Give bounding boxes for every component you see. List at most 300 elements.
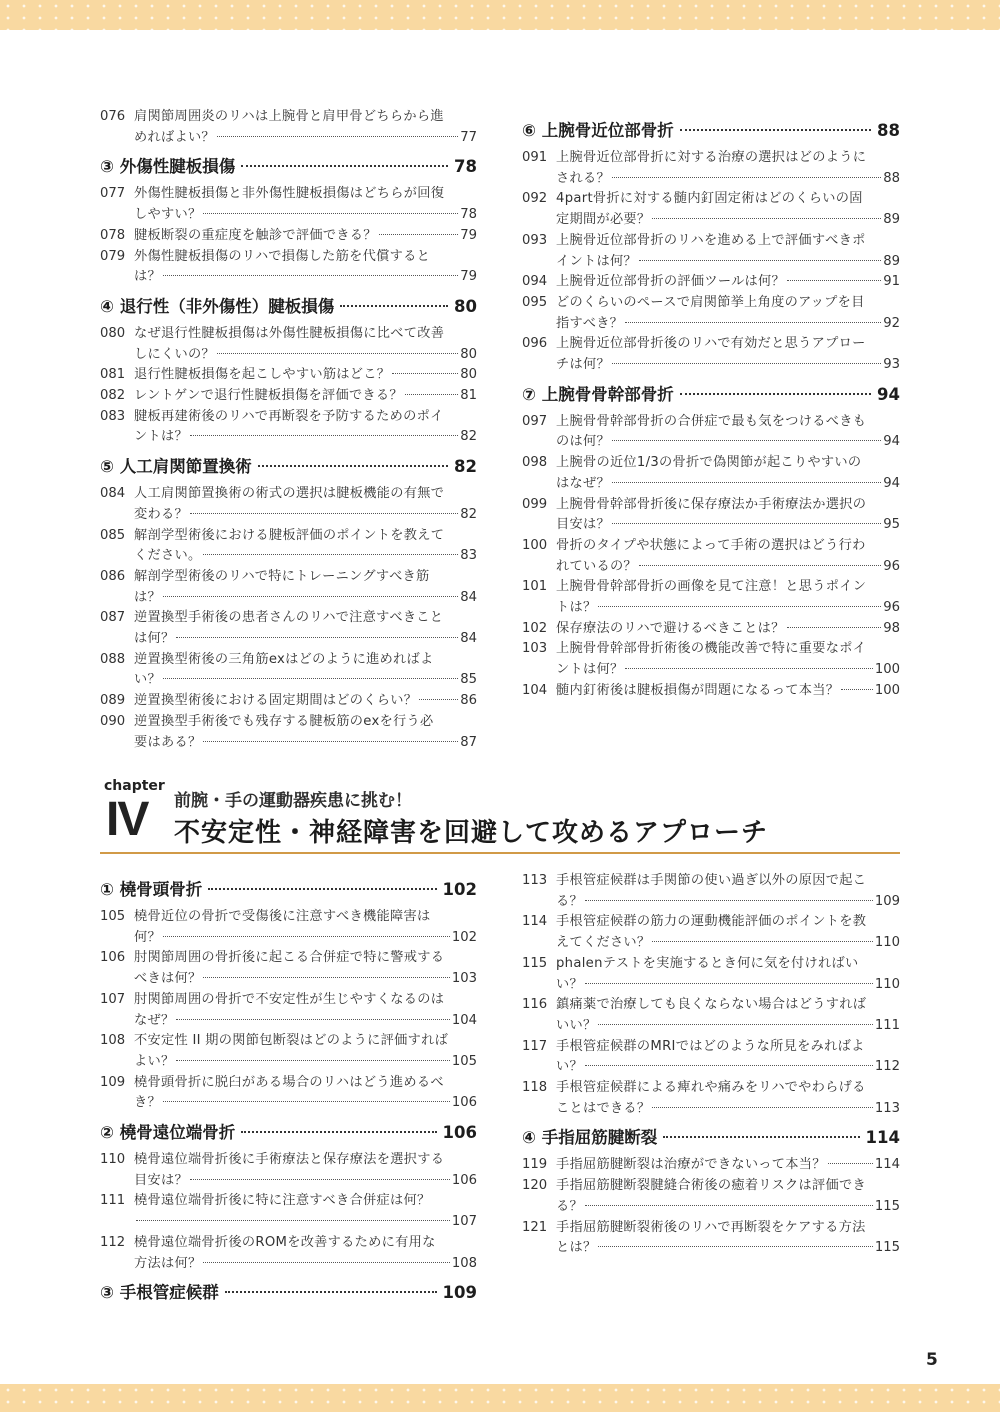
entry-page-number: 96 xyxy=(883,600,900,616)
entry-last-line xyxy=(134,670,477,691)
entry-last-line xyxy=(134,969,477,990)
dot-leader xyxy=(612,440,881,441)
entry-text xyxy=(556,954,900,995)
entry-last-line xyxy=(134,1011,477,1032)
dot-leader xyxy=(203,977,449,978)
dot-leader xyxy=(585,1205,873,1206)
dot-leader xyxy=(203,554,458,555)
entry-text xyxy=(134,226,477,247)
dot-leader xyxy=(680,129,871,131)
toc-entry xyxy=(522,536,900,577)
toc-entry xyxy=(522,619,900,640)
dot-leader xyxy=(585,983,873,984)
entry-number: 116 xyxy=(522,997,548,1013)
entry-page-number: 94 xyxy=(883,475,900,491)
entry-last-line xyxy=(134,505,477,526)
entry-text xyxy=(556,412,900,453)
entry-text-line: しやすい？ xyxy=(134,207,202,223)
toc-entry xyxy=(100,650,477,691)
section-page-number: 102 xyxy=(442,880,477,899)
entry-number: 106 xyxy=(100,950,126,966)
entry-number: 112 xyxy=(100,1234,126,1250)
entry-page-number: 79 xyxy=(460,227,477,243)
entry-last-line xyxy=(556,474,900,495)
entry-text-line: しにくいの？ xyxy=(134,346,215,362)
dot-leader xyxy=(241,165,448,167)
entry-page-number: 114 xyxy=(874,1157,900,1173)
entry-text xyxy=(556,1218,900,1259)
toc-section-heading xyxy=(100,1118,477,1148)
entry-text xyxy=(134,1150,477,1191)
toc-entry xyxy=(522,334,900,375)
dot-leader xyxy=(136,1220,450,1221)
entry-last-line xyxy=(556,169,900,190)
entry-page-number: 85 xyxy=(460,672,477,688)
entry-number: 092 xyxy=(522,191,548,207)
section-page-number: 109 xyxy=(442,1283,477,1303)
entry-last-line xyxy=(134,205,477,226)
entry-last-line xyxy=(556,660,900,681)
entry-text xyxy=(134,650,477,691)
toc-entry xyxy=(522,639,900,680)
toc-section-heading xyxy=(100,292,477,322)
dot-leader xyxy=(190,435,458,436)
entry-number: 107 xyxy=(100,991,126,1007)
entry-text-line: 手指屈筋腱断裂術後のリハで再断裂をケアする方法 xyxy=(556,1219,866,1235)
section-title: ⑤ 人工肩関節置換術 xyxy=(100,457,252,477)
entry-number: 087 xyxy=(100,610,126,626)
entry-page-number: 108 xyxy=(451,1255,477,1271)
toc-section-heading xyxy=(522,116,900,146)
entry-page-number: 92 xyxy=(883,315,900,331)
entry-number: 081 xyxy=(100,367,126,383)
entry-text-line: のは何？ xyxy=(556,434,610,450)
entry-last-line xyxy=(556,892,900,913)
entry-number: 097 xyxy=(522,413,548,429)
bottom-decorative-band xyxy=(0,1384,1000,1412)
entry-number: 120 xyxy=(522,1178,548,1194)
entry-number: 085 xyxy=(100,527,126,543)
toc-entry xyxy=(522,871,900,912)
entry-number: 082 xyxy=(100,388,126,404)
entry-last-line xyxy=(556,314,900,335)
entry-text-line: 保存療法のリハで避けるべきことは？ xyxy=(556,620,785,636)
entry-page-number: 83 xyxy=(460,548,477,564)
entry-last-line xyxy=(556,210,900,231)
toc-entry xyxy=(100,1150,477,1191)
entry-number: 098 xyxy=(522,455,548,471)
entry-text-line: い？ xyxy=(134,672,161,688)
entry-last-line xyxy=(134,588,477,609)
entry-text-line: 上腕骨近位部骨折後のリハで有効だと思うアプロー xyxy=(556,336,866,352)
entry-page-number: 81 xyxy=(460,388,477,404)
entry-last-line xyxy=(134,1171,477,1192)
entry-page-number: 100 xyxy=(874,682,900,698)
toc-entry xyxy=(100,484,477,525)
entry-page-number: 110 xyxy=(874,976,900,992)
entry-page-number: 80 xyxy=(460,346,477,362)
toc-entry xyxy=(522,1037,900,1078)
entry-text xyxy=(556,293,900,334)
entry-last-line xyxy=(134,128,477,149)
dot-leader xyxy=(405,394,458,395)
dot-leader xyxy=(652,218,881,219)
entry-text-line: る？ xyxy=(556,1198,583,1214)
entry-text-line: 肘関節周囲の骨折後に起こる合併症で特に警戒する xyxy=(134,950,445,966)
section-title: ⑦ 上腕骨骨幹部骨折 xyxy=(522,384,674,404)
entry-number: 101 xyxy=(522,579,548,595)
entry-text xyxy=(556,231,900,272)
entry-text xyxy=(556,334,900,375)
entry-text-line: 方法は何？ xyxy=(134,1255,202,1271)
entry-text xyxy=(556,1078,900,1119)
entry-text-line: ことはできる？ xyxy=(556,1100,651,1116)
toc-entry xyxy=(100,184,477,225)
entry-page-number: 79 xyxy=(460,269,477,285)
entry-text-line: 目安は？ xyxy=(556,517,610,533)
entry-text-line: はなぜ？ xyxy=(556,475,610,491)
entry-page-number: 89 xyxy=(883,212,900,228)
entry-text-line: 人工肩関節置換術の術式の選択は腱板機能の有無で xyxy=(134,486,445,502)
toc-entry xyxy=(100,386,477,407)
entry-last-line xyxy=(556,1197,900,1218)
section-page-number: 80 xyxy=(454,296,477,316)
entry-text xyxy=(134,1191,477,1232)
entry-text-line: 何？ xyxy=(134,929,161,945)
entry-text xyxy=(134,324,477,365)
section-title: ④ 退行性（非外傷性）腱板損傷 xyxy=(100,296,335,316)
section-title: ③ 手根管症候群 xyxy=(100,1283,219,1303)
toc-section-heading xyxy=(522,1123,900,1153)
toc-entry xyxy=(100,1233,477,1274)
toc-entry xyxy=(100,907,477,948)
entry-text-line: 肩関節周囲炎のリハは上腕骨と肩甲骨どちらから進 xyxy=(134,109,444,124)
dot-leader xyxy=(598,606,881,607)
section-title: ④ 手指屈筋腱断裂 xyxy=(522,1128,658,1148)
entry-number: 102 xyxy=(522,620,548,636)
entry-number: 089 xyxy=(100,693,126,709)
dot-leader xyxy=(190,1179,450,1180)
entry-text-line: 上腕骨骨幹部骨折後に保存療法か手術療法か選択の xyxy=(556,496,867,512)
entry-number: 111 xyxy=(100,1193,126,1209)
toc-section-heading xyxy=(100,452,477,482)
entry-last-line xyxy=(134,226,477,247)
entry-last-line xyxy=(556,1016,900,1037)
toc-entry xyxy=(522,189,900,230)
entry-number: 114 xyxy=(522,914,548,930)
dot-leader xyxy=(203,213,458,214)
entry-last-line xyxy=(556,432,900,453)
entry-page-number: 115 xyxy=(874,1240,900,1256)
dot-leader xyxy=(787,280,881,281)
toc-entry xyxy=(522,1155,900,1176)
entry-text-line: 手指屈筋腱断裂は治療ができないって本当？ xyxy=(556,1157,826,1173)
entry-number: 083 xyxy=(100,408,126,424)
entry-text-line: えてください？ xyxy=(556,935,651,951)
entry-last-line xyxy=(134,928,477,949)
dot-leader xyxy=(625,668,872,669)
entry-text xyxy=(134,1031,477,1072)
entry-text-line: 腱板断裂の重症度を触診で評価できる？ xyxy=(134,227,377,243)
toc-column-top-right xyxy=(522,112,900,702)
dot-leader xyxy=(340,305,448,307)
section-page-number: 82 xyxy=(454,457,477,477)
toc-entry xyxy=(522,912,900,953)
dot-leader xyxy=(225,1291,437,1293)
entry-text xyxy=(134,567,477,608)
entry-text-line: 退行性腱板損傷を起こしやすい筋はどこ？ xyxy=(134,367,391,383)
entry-last-line xyxy=(134,365,477,386)
entry-last-line xyxy=(556,1057,900,1078)
dot-leader xyxy=(392,373,458,374)
dot-leader xyxy=(163,596,458,597)
toc-entry xyxy=(522,954,900,995)
entry-text-line: 手根管症候群による痺れや痛みをリハでやわらげる xyxy=(556,1080,866,1096)
toc-entry xyxy=(522,272,900,293)
dot-leader xyxy=(612,523,881,524)
chapter-number: IV xyxy=(106,793,148,846)
entry-page-number: 112 xyxy=(874,1059,900,1075)
toc-entry xyxy=(100,1073,477,1114)
entry-text-line: 逆置換型術後の三角筋exはどのように進めればよ xyxy=(134,651,434,667)
entry-number: 121 xyxy=(522,1219,548,1235)
entry-number: 088 xyxy=(100,651,126,667)
section-page-number: 78 xyxy=(454,157,477,177)
entry-page-number: 84 xyxy=(460,589,477,605)
dot-leader xyxy=(176,637,458,638)
entry-number: 094 xyxy=(522,274,548,290)
toc-entry xyxy=(100,948,477,989)
entry-text-line: レントゲンで退行性腱板損傷を評価できる？ xyxy=(134,388,403,404)
entry-text xyxy=(556,681,900,702)
entry-text-line: トは？ xyxy=(556,600,597,616)
entry-page-number: 111 xyxy=(874,1017,900,1033)
entry-text-line: 解剖学型術後のリハで特にトレーニングすべき筋 xyxy=(134,568,430,584)
entry-text-line: ください。 xyxy=(134,548,202,564)
toc-entry xyxy=(100,226,477,247)
entry-page-number: 106 xyxy=(451,1095,477,1111)
toc-entry xyxy=(522,412,900,453)
entry-text-line: は？ xyxy=(134,589,161,605)
dot-leader xyxy=(585,900,873,901)
entry-text-line: 上腕骨近位部骨折の評価ツールは何？ xyxy=(556,274,786,290)
top-decorative-band xyxy=(0,0,1000,30)
entry-text xyxy=(556,639,900,680)
dot-leader xyxy=(176,1060,449,1061)
toc-entry xyxy=(522,577,900,618)
entry-text-line: る？ xyxy=(556,893,583,909)
entry-number: 076 xyxy=(100,109,126,124)
entry-text xyxy=(556,871,900,912)
entry-text-line: 手指屈筋腱断裂腱縫合術後の癒着リスクは評価でき xyxy=(556,1178,866,1194)
entry-page-number: 103 xyxy=(451,971,477,987)
toc-entry xyxy=(522,148,900,189)
entry-text xyxy=(134,484,477,525)
entry-text-line: 上腕骨骨幹部骨折の画像を見て注意！と思うポイン xyxy=(556,579,867,595)
entry-number: 118 xyxy=(522,1080,548,1096)
dot-leader xyxy=(419,699,458,700)
dot-leader xyxy=(625,322,881,323)
entry-number: 109 xyxy=(100,1074,126,1090)
toc-entry xyxy=(100,365,477,386)
entry-text xyxy=(556,577,900,618)
entry-last-line xyxy=(134,1093,477,1114)
entry-page-number: 84 xyxy=(460,631,477,647)
entry-last-line xyxy=(134,733,477,754)
dot-leader xyxy=(585,1065,873,1066)
entry-text xyxy=(134,107,477,148)
entry-text-line: めればよい？ xyxy=(134,129,215,145)
toc-entry xyxy=(522,681,900,702)
entry-text xyxy=(134,1233,477,1274)
entry-text xyxy=(134,247,477,288)
toc-entry xyxy=(100,608,477,649)
toc-entry xyxy=(100,247,477,288)
dot-leader xyxy=(828,1163,873,1164)
toc-entry xyxy=(522,495,900,536)
entry-page-number: 106 xyxy=(451,1172,477,1188)
entry-number: 105 xyxy=(100,909,126,924)
entry-text-line: き？ xyxy=(134,1095,161,1111)
entry-text xyxy=(556,536,900,577)
chapter-rule xyxy=(100,852,900,854)
dot-leader xyxy=(379,234,458,235)
dot-leader xyxy=(652,1107,872,1108)
toc-column-bottom-right xyxy=(522,871,900,1259)
entry-number: 110 xyxy=(100,1152,126,1168)
dot-leader xyxy=(598,1024,872,1025)
entry-number: 091 xyxy=(522,150,548,165)
entry-last-line xyxy=(134,546,477,567)
entry-text-line: 手根管症候群の筋力の運動機能評価のポイントを教 xyxy=(556,914,867,930)
entry-text-line: べきは何？ xyxy=(134,971,202,987)
entry-last-line xyxy=(556,681,900,702)
entry-text-line: い？ xyxy=(556,976,583,992)
entry-text-line: 不安定性 II 期の関節包断裂はどのように評価すれば xyxy=(134,1033,449,1049)
toc-entry xyxy=(522,1218,900,1259)
dot-leader xyxy=(639,565,881,566)
entry-page-number: 77 xyxy=(460,129,477,145)
entry-text-line: 上腕骨近位部骨折のリハを進める上で評価すべきポ xyxy=(556,232,866,248)
entry-text xyxy=(556,272,900,293)
entry-number: 090 xyxy=(100,713,126,729)
section-page-number: 94 xyxy=(877,384,900,404)
entry-text xyxy=(556,1037,900,1078)
entry-text-line: なぜ？ xyxy=(134,1012,175,1028)
entry-last-line xyxy=(556,355,900,376)
chapter-header xyxy=(100,776,900,856)
entry-text-line: 上腕骨近位部骨折に対する治療の選択はどのように xyxy=(556,150,867,165)
entry-number: 086 xyxy=(100,568,126,584)
entry-text xyxy=(134,365,477,386)
entry-page-number: 87 xyxy=(460,734,477,750)
dot-leader xyxy=(208,888,436,890)
section-title: ③ 外傷性腱板損傷 xyxy=(100,157,236,177)
entry-number: 080 xyxy=(100,325,126,341)
entry-text xyxy=(134,1073,477,1114)
entry-text-line: 目安は？ xyxy=(134,1172,188,1188)
entry-text-line: 4part骨折に対する髄内釘固定術はどのくらいの固 xyxy=(556,191,863,207)
entry-number: 113 xyxy=(522,873,548,888)
toc-column-top-left xyxy=(100,107,477,753)
entry-text-line: いい？ xyxy=(556,1017,597,1033)
toc-entry xyxy=(100,990,477,1031)
entry-text xyxy=(556,912,900,953)
entry-text-line: 上腕骨骨幹部骨折の合併症で最も気をつけるべきも xyxy=(556,413,867,429)
entry-last-line xyxy=(134,691,477,712)
toc-entry xyxy=(522,293,900,334)
dot-leader xyxy=(203,741,458,742)
entry-text xyxy=(134,948,477,989)
entry-page-number: 107 xyxy=(451,1214,477,1230)
entry-text xyxy=(134,608,477,649)
entry-page-number: 105 xyxy=(451,1053,477,1069)
entry-number: 117 xyxy=(522,1038,548,1054)
toc-section-heading xyxy=(100,875,477,905)
dot-leader xyxy=(176,1019,449,1020)
chapter-title: 不安定性・神経障害を回避して攻めるアプローチ xyxy=(174,818,769,848)
entry-text-line: 上腕骨の近位1/3の骨折で偽関節が起こりやすいの xyxy=(556,455,862,471)
entry-number: 100 xyxy=(522,537,548,553)
entry-page-number: 88 xyxy=(883,170,900,186)
toc-entry xyxy=(522,1176,900,1217)
entry-text-line: 橈骨遠位端骨折後に手術療法と保存療法を選択する xyxy=(134,1152,445,1168)
toc-entry xyxy=(100,107,477,148)
entry-number: 108 xyxy=(100,1033,126,1049)
entry-number: 093 xyxy=(522,232,548,248)
entry-number: 077 xyxy=(100,186,126,202)
entry-text-line: は？ xyxy=(134,269,161,285)
toc-entry xyxy=(100,407,477,448)
toc-section-heading xyxy=(522,380,900,410)
entry-last-line xyxy=(134,386,477,407)
dot-leader xyxy=(680,393,871,395)
chapter-subtitle: 前腕・手の運動器疾患に挑む！ xyxy=(174,791,412,811)
entry-text-line: 髄内釘術後は腱板損傷が問題になるって本当？ xyxy=(556,682,840,698)
dot-leader xyxy=(639,260,881,261)
entry-last-line xyxy=(556,619,900,640)
entry-number: 079 xyxy=(100,248,126,264)
toc-entry xyxy=(100,324,477,365)
entry-last-line xyxy=(556,598,900,619)
toc-entry xyxy=(100,1191,477,1232)
entry-text-line: なぜ退行性腱板損傷は外傷性腱板損傷に比べて改善 xyxy=(134,325,445,341)
entry-text xyxy=(556,995,900,1036)
entry-last-line xyxy=(556,1099,900,1120)
section-title: ⑥ 上腕骨近位部骨折 xyxy=(522,121,674,140)
dot-leader xyxy=(612,363,881,364)
entry-page-number: 93 xyxy=(883,357,900,373)
entry-text xyxy=(556,1176,900,1217)
entry-last-line xyxy=(134,427,477,448)
entry-text xyxy=(134,407,477,448)
entry-text xyxy=(134,526,477,567)
entry-last-line xyxy=(556,1238,900,1259)
entry-last-line xyxy=(556,252,900,273)
dot-leader xyxy=(841,689,873,690)
entry-number: 084 xyxy=(100,486,126,502)
entry-text-line: phalenテストを実施するとき何に気を付ければい xyxy=(556,955,859,971)
dot-leader xyxy=(612,177,881,178)
entry-page-number: 96 xyxy=(883,558,900,574)
entry-last-line xyxy=(134,1254,477,1275)
dot-leader xyxy=(217,136,458,137)
entry-text-line: される？ xyxy=(556,170,610,186)
dot-leader xyxy=(163,1101,450,1102)
entry-page-number: 82 xyxy=(460,429,477,445)
dot-leader xyxy=(217,353,458,354)
entry-last-line xyxy=(134,267,477,288)
